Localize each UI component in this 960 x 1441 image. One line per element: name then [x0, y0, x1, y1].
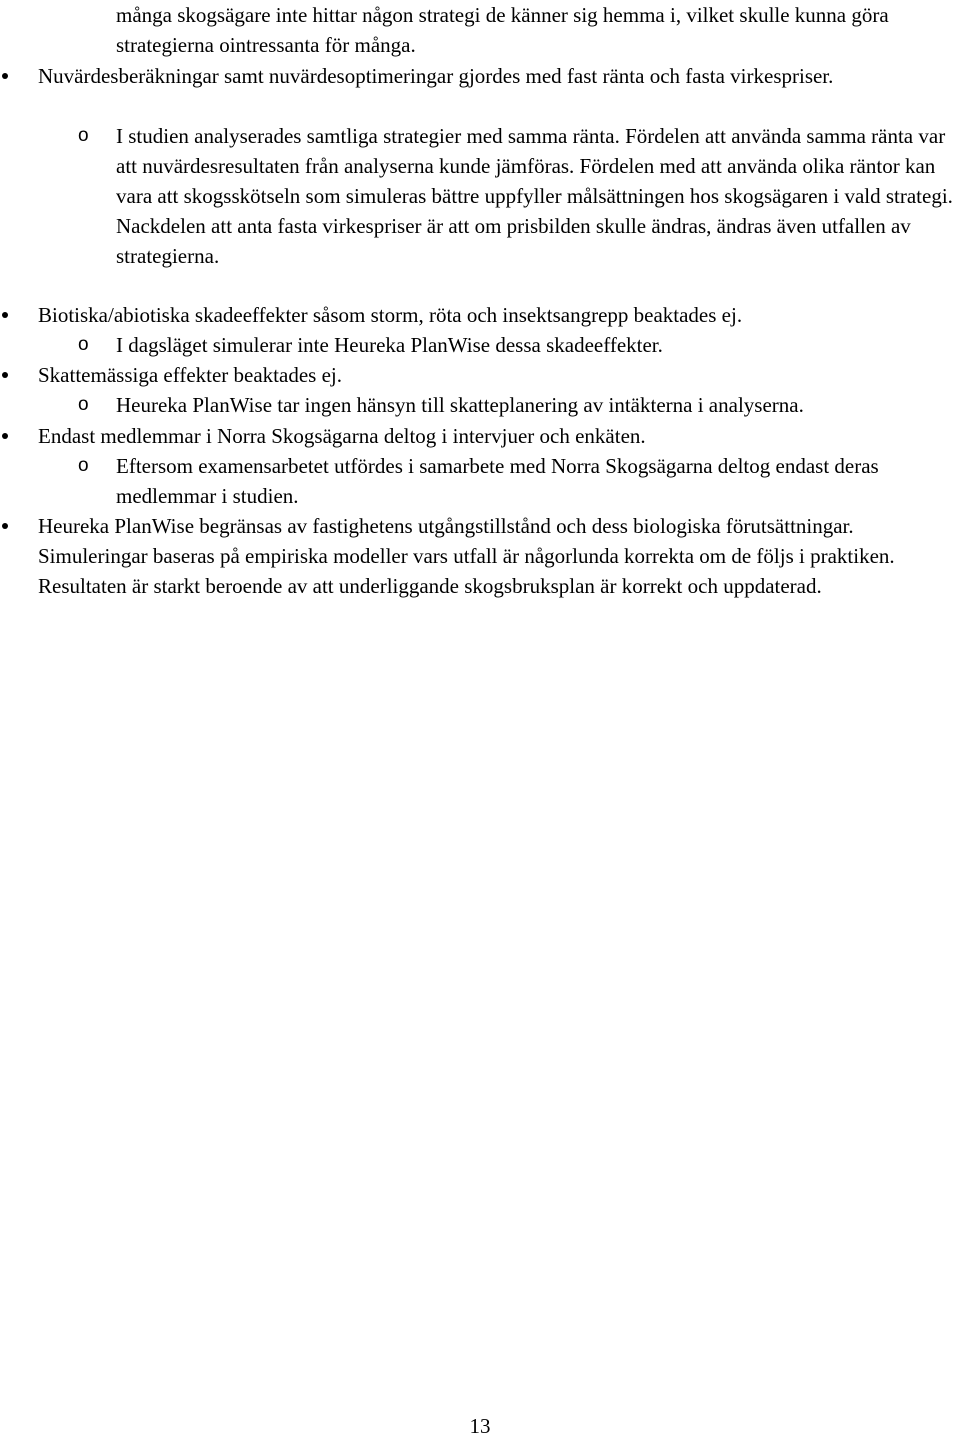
paragraph-text: många skogsägare inte hittar någon strategi de känner sig hemma i, vilket skulle kunna göra strategierna ointressanta för många. [116, 3, 889, 57]
sub-bullet-marker: o [78, 334, 89, 355]
bullet-icon [2, 360, 8, 378]
continuation-paragraph [116, 0, 956, 60]
bullet-item [38, 300, 958, 330]
sub-bullet-text: Heureka PlanWise tar ingen hänsyn till skatteplanering av intäkterna i analyserna. [116, 393, 804, 417]
bullet-icon [2, 300, 8, 318]
sub-bullet-item [116, 390, 960, 420]
sub-bullet-text: I studien analyserades samtliga strategier med samma ränta. Fördelen att använda samma ränta var att nuvärdesresultaten från analyserna kunde jämföras. Fördelen med att använda olika räntor kan vara att skogsskötseln som simuleras bättre uppfyller målsättningen hos skogsägaren i vald strategi. Nackdelen att anta fasta virkespriser är att om prisbilden skulle ändras, ändras även utfallen av strategierna. [116, 124, 953, 268]
bullet-icon [2, 61, 8, 79]
sub-bullet-item [116, 121, 956, 271]
sub-bullet-text: I dagsläget simulerar inte Heureka PlanWise dessa skadeeffekter. [116, 333, 663, 357]
bullet-text: Nuvärdesberäkningar samt nuvärdesoptimeringar gjordes med fast ränta och fasta virkespriser. [38, 64, 834, 88]
page-number: 13 [469, 1414, 491, 1438]
bullet-text: Biotiska/abiotiska skadeeffekter såsom storm, röta och insektsangrepp beaktades ej. [38, 303, 743, 327]
bullet-text: Endast medlemmar i Norra Skogsägarna deltog i intervjuer och enkäten. [38, 424, 646, 448]
bullet-item [38, 61, 938, 91]
bullet-icon [2, 511, 8, 529]
sub-bullet-item [116, 330, 956, 360]
bullet-item [38, 511, 918, 601]
bullet-item [38, 360, 938, 390]
sub-bullet-marker: o [78, 455, 89, 476]
bullet-item [38, 421, 938, 451]
bullet-text: Heureka PlanWise begränsas av fastighetens utgångstillstånd och dess biologiska förutsättningar. Simuleringar baseras på empiriska modeller vars utfall är någorlunda korrekta om de följs i praktiken. Resultaten är starkt beroende av att underliggande skogsbruksplan är korrekt och uppdaterad. [38, 514, 895, 598]
sub-bullet-item [116, 451, 936, 511]
sub-bullet-marker: o [78, 125, 89, 146]
sub-bullet-marker: o [78, 394, 89, 415]
sub-bullet-text: Eftersom examensarbetet utfördes i samarbete med Norra Skogsägarna deltog endast deras medlemmar i studien. [116, 454, 879, 508]
bullet-text: Skattemässiga effekter beaktades ej. [38, 363, 342, 387]
bullet-icon [2, 421, 8, 439]
